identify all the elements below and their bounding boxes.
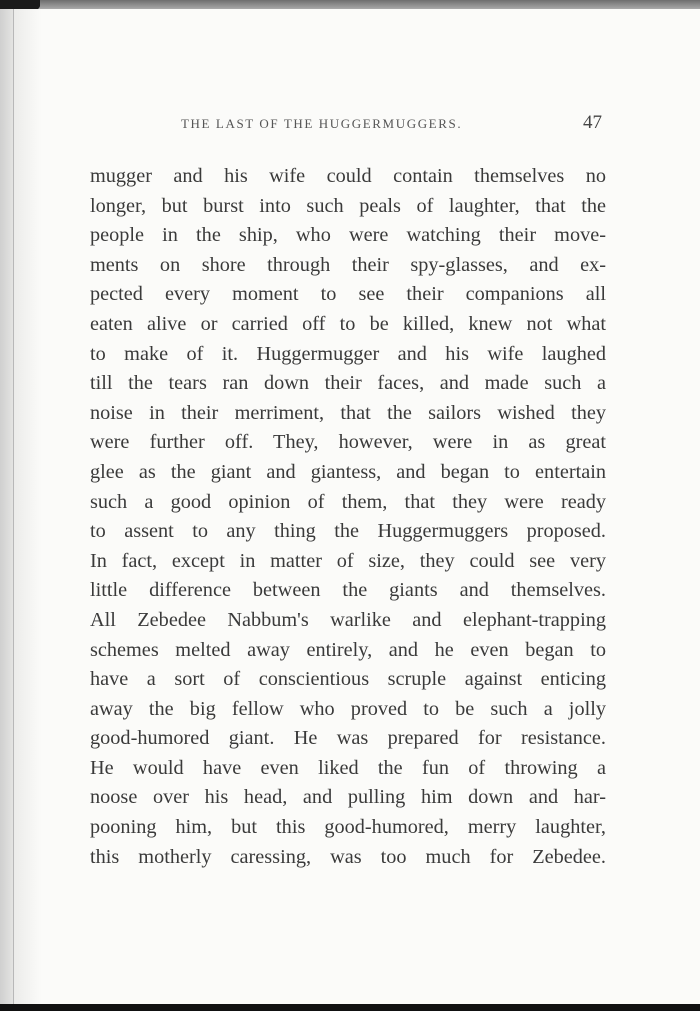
text-line: pooning him, but this good-humored, merry laughter, [90,816,606,839]
text-line: have a sort of conscientious scruple against enticing [90,668,606,691]
text-line: away the big fellow who proved to be such a jolly [90,697,606,720]
text-line: glee as the giant and giantess, and began to entertain [90,460,606,483]
scan-top-edge [0,0,700,9]
running-head: THE LAST OF THE HUGGERMUGGERS. [181,116,463,131]
text-line: ments on shore through their spy-glasses, and ex- [90,253,606,276]
text-line: people in the ship, who were watching their move- [90,224,606,247]
text-line: He would have even liked the fun of throwing a [90,756,606,779]
text-line: this motherly caressing, was too much for Zebedee. [90,845,606,868]
text-line: In fact, except in matter of size, they could see very [90,549,606,572]
text-line: such a good opinion of them, that they were ready [90,490,606,513]
text-line: were further off. They, however, were in as great [90,431,606,454]
text-line: eaten alive or carried off to be killed, knew not what [90,312,606,335]
body-text [90,162,606,872]
text-line: mugger and his wife could contain themselves no [90,165,606,187]
text-line: to assent to any thing the Huggermuggers proposed. [90,520,606,543]
page-number: 47 [583,112,602,133]
text-line: All Zebedee Nabbum's warlike and elephant-trapping [90,608,606,631]
text-line: till the tears ran down their faces, and made such a [90,372,606,395]
text-line: noose over his head, and pulling him down and har- [90,786,606,809]
text-line: good-humored giant. He was prepared for resistance. [90,727,606,750]
text-line: schemes melted away entirely, and he even began to [90,638,606,661]
adjacent-page-edge [0,9,14,1004]
text-line: pected every moment to see their companions all [90,283,606,306]
text-line: to make of it. Huggermugger and his wife laughed [90,342,606,365]
text-line: little difference between the giants and themselves. [90,579,606,602]
gutter-shadow [14,9,42,1004]
text-line: noise in their merriment, that the sailors wished they [90,401,606,424]
scan-bottom-edge [0,1004,700,1011]
text-line: longer, but burst into such peals of laughter, that the [90,194,606,217]
